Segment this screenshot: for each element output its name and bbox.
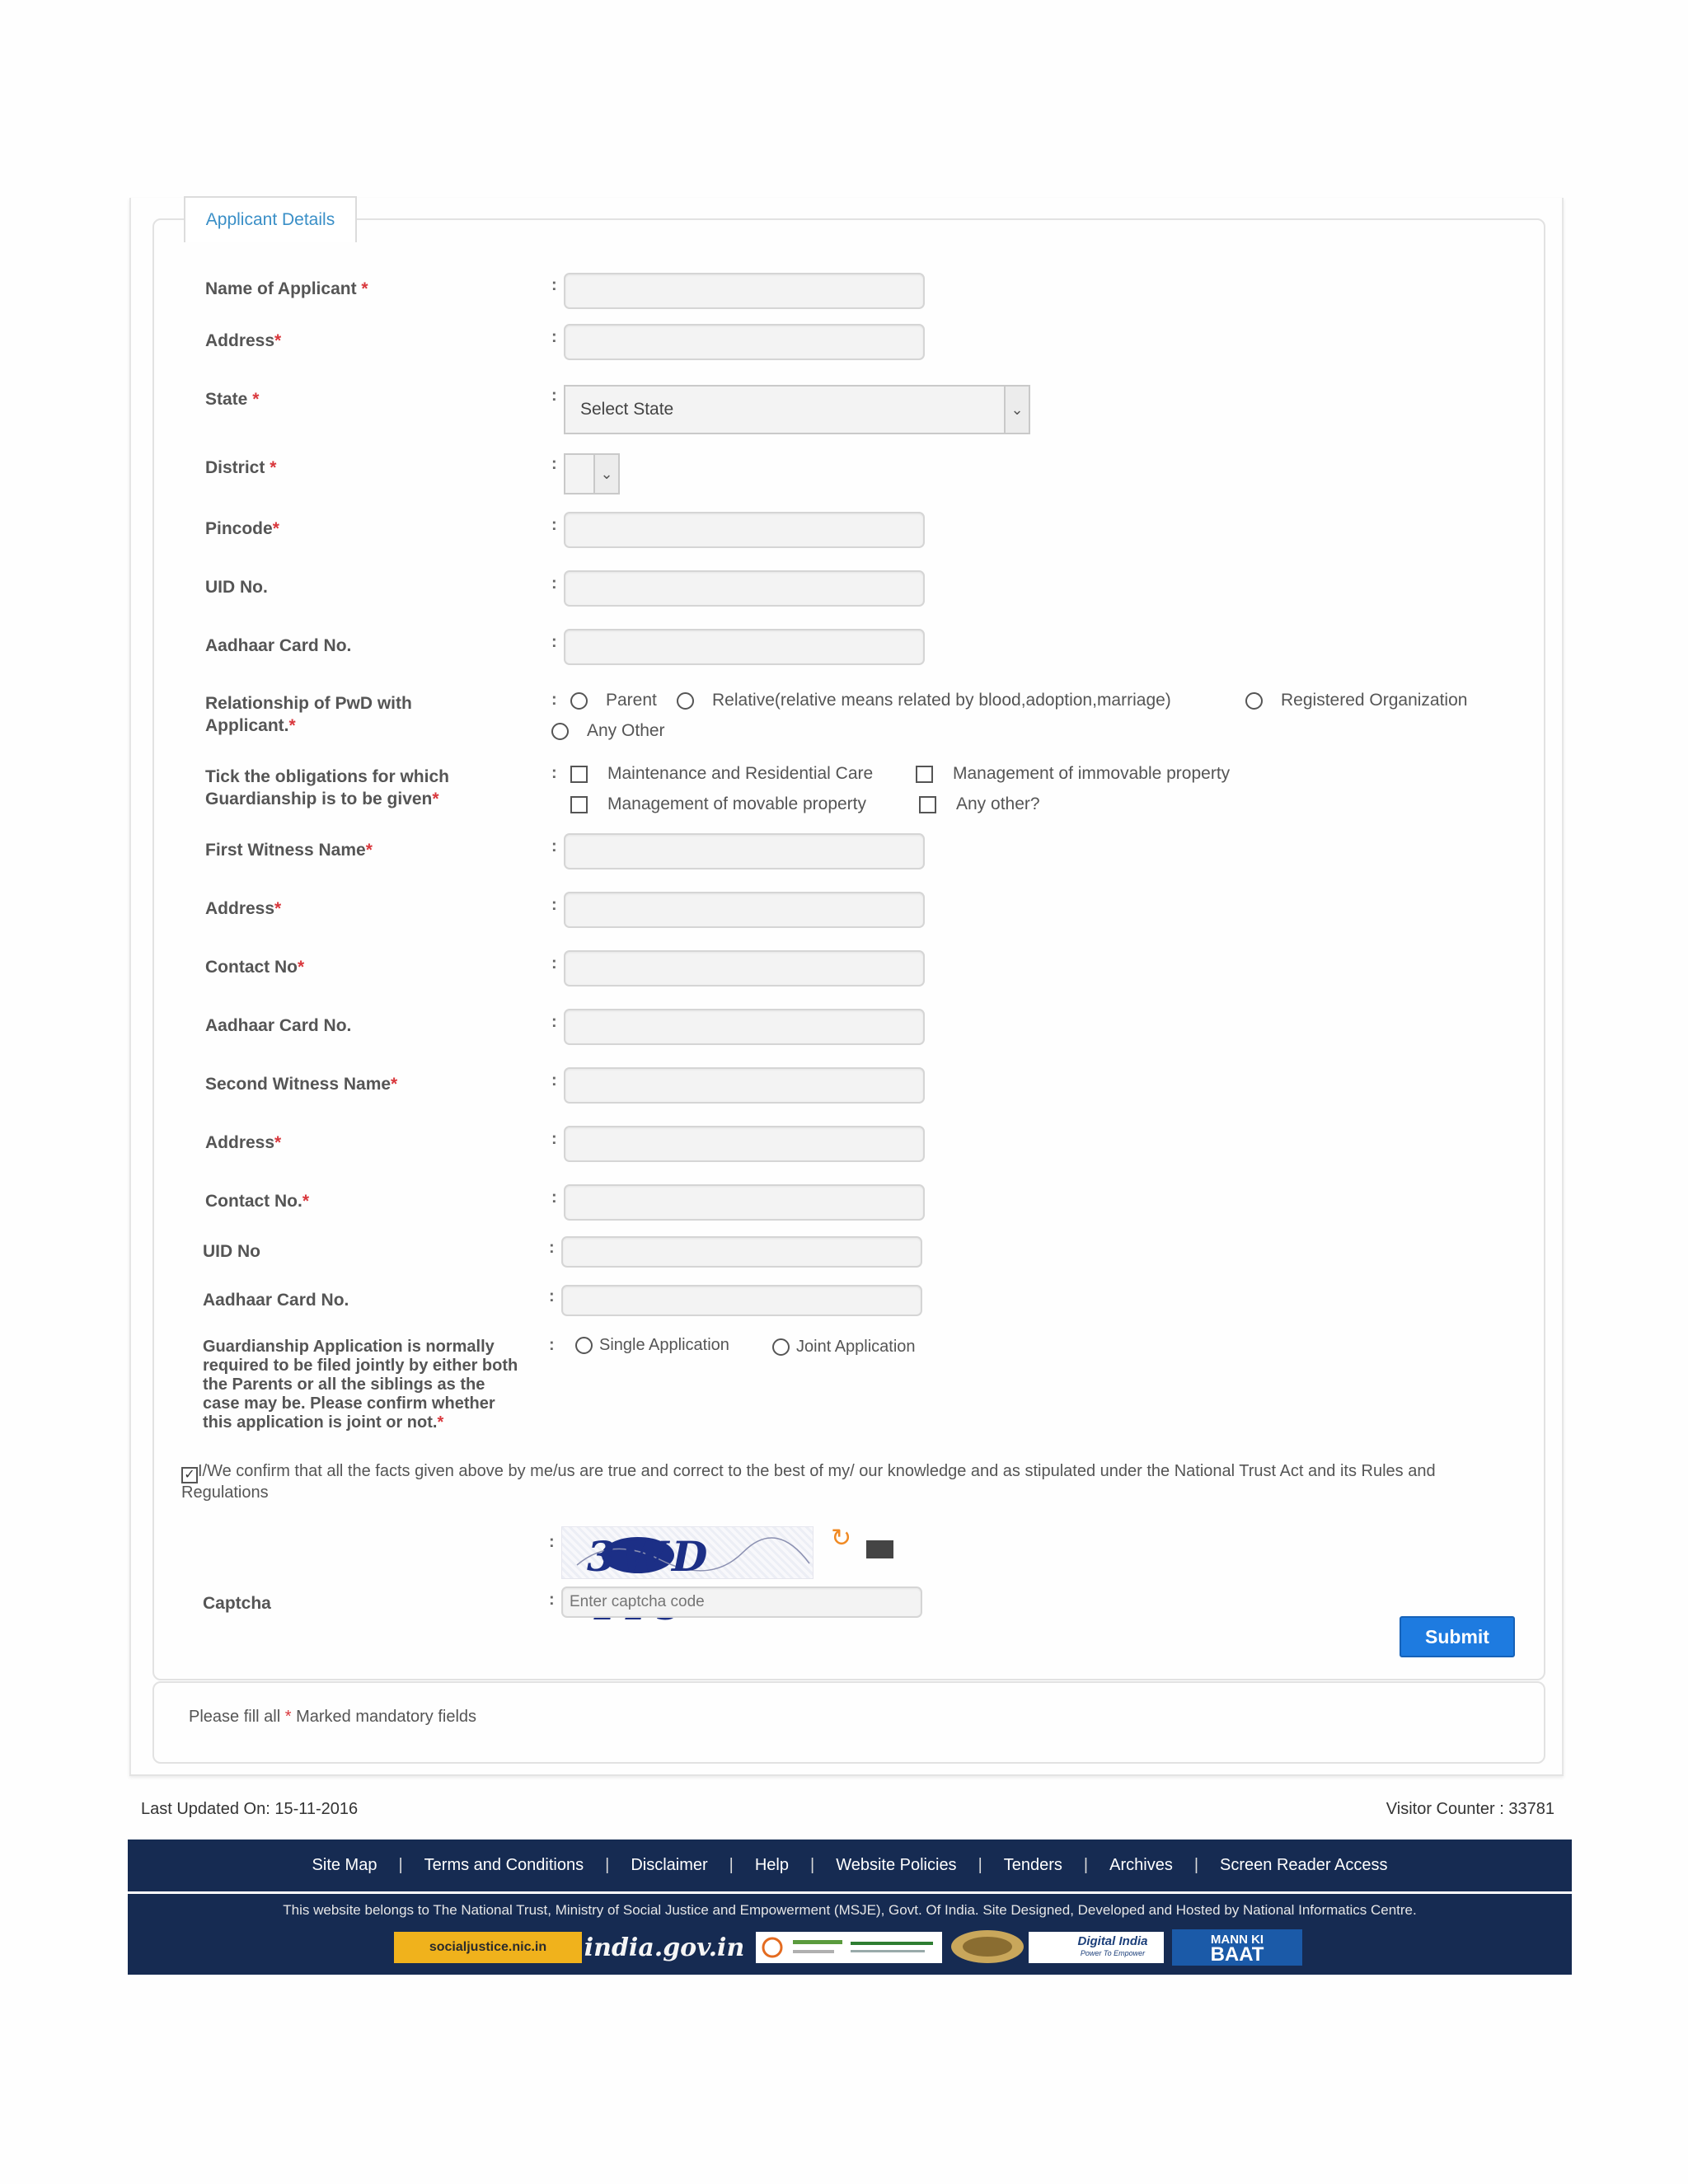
applicant-address-input[interactable] [564, 324, 925, 360]
field-label: UID No [203, 1242, 260, 1261]
radio-button[interactable] [1245, 692, 1263, 710]
footer-link-disclaimer[interactable]: Disclaimer [631, 1856, 708, 1874]
radio-button[interactable] [677, 692, 694, 710]
chevron-down-icon: ⌄ [593, 455, 618, 493]
second-witness-contact-input[interactable] [564, 1184, 925, 1221]
captcha-colon: : [549, 1533, 555, 1551]
radio-button[interactable] [570, 692, 588, 710]
accessible-india-logo[interactable] [756, 1932, 942, 1963]
field-label: Pincode* [205, 519, 279, 538]
aadhaar-input[interactable] [564, 629, 925, 665]
field-label: Address* [205, 899, 282, 918]
applicant-name-input[interactable] [564, 273, 925, 309]
footer-link-archives[interactable]: Archives [1109, 1856, 1173, 1874]
field-label: State * [205, 390, 260, 409]
radio-button[interactable] [575, 1337, 593, 1354]
district-select[interactable] [564, 453, 620, 494]
declaration-text: I/We confirm that all the facts given above by me/us are true and correct to the best of my/ our knowledge and as stipulated under the National Trust Act and its Rules and Regulations [181, 1462, 1436, 1502]
mann-ki-baat-logo[interactable] [1172, 1929, 1302, 1966]
field-label: Relationship of PwD with Applicant.* [205, 694, 412, 735]
radio-parent[interactable]: Parent [570, 691, 657, 710]
footer-link-terms[interactable]: Terms and Conditions [424, 1856, 584, 1874]
radio-joint-application[interactable]: Joint Application [772, 1338, 916, 1357]
digital-india-text: Digital India [1077, 1934, 1148, 1948]
audio-captcha-icon[interactable] [866, 1540, 893, 1558]
checkbox-immovable-property[interactable]: Management of immovable property [916, 764, 1230, 784]
state-select[interactable] [564, 385, 1030, 434]
field-label: Contact No* [205, 958, 305, 977]
field-label: Name of Applicant * [205, 279, 368, 298]
separator: | [978, 1856, 982, 1874]
checkbox[interactable] [916, 766, 933, 783]
baat-text: BAAT [1210, 1943, 1264, 1966]
first-witness-name-input[interactable] [564, 833, 925, 869]
footer-bottom [128, 1894, 1572, 1975]
separator: | [1083, 1856, 1089, 1874]
field-label: Address* [205, 331, 282, 350]
mandatory-note: Please fill all * Marked mandatory fields [189, 1708, 477, 1726]
field-label: Aadhaar Card No. [205, 1016, 352, 1035]
checkbox[interactable] [570, 766, 588, 783]
footer-link-tenders[interactable]: Tenders [1003, 1856, 1062, 1874]
radio-any-other[interactable]: Any Other [551, 721, 665, 741]
separator: | [398, 1856, 403, 1874]
chevron-down-icon: ⌄ [1004, 387, 1029, 433]
visitor-counter: Visitor Counter : 33781 [1386, 1800, 1554, 1818]
footer-link-screen-reader[interactable]: Screen Reader Access [1220, 1856, 1388, 1874]
checkbox-any-other[interactable]: Any other? [919, 794, 1040, 814]
field-label: First Witness Name* [205, 841, 373, 860]
first-witness-contact-input[interactable] [564, 950, 925, 987]
radio-button[interactable] [551, 723, 569, 740]
captcha-text: 3WD [587, 1532, 713, 1581]
captcha-image [561, 1526, 814, 1579]
second-witness-aadhaar-input[interactable] [561, 1285, 922, 1316]
emblem-logo [948, 1929, 1027, 1966]
submit-button[interactable]: Submit [1400, 1616, 1515, 1657]
footer-link-help[interactable]: Help [754, 1856, 789, 1874]
field-label: Tick the obligations for which Guardianship is to be given* [205, 767, 449, 808]
radio-single-application[interactable]: Single Application [575, 1336, 729, 1355]
mann-ki-text: MANN KI [1210, 1933, 1264, 1947]
checkbox-movable-property[interactable]: Management of movable property [570, 794, 866, 814]
radio-registered-organization[interactable]: Registered Organization [1245, 691, 1467, 710]
separator: | [605, 1856, 610, 1874]
field-label: Address* [205, 1133, 282, 1152]
footer-link-website-policies[interactable]: Website Policies [836, 1856, 957, 1874]
second-witness-name-input[interactable] [564, 1067, 925, 1104]
refresh-captcha-icon[interactable]: ↻ [831, 1525, 852, 1552]
field-label: Guardianship Application is normally required to be filed jointly by either both the Parents or all the siblings as the case may be. Please confirm whether this application is joint or not.* [203, 1338, 518, 1432]
last-updated: Last Updated On: 15-11-2016 [141, 1800, 359, 1818]
socialjustice-logo[interactable]: socialjustice.nic.in [394, 1932, 582, 1963]
checkbox[interactable] [570, 796, 588, 813]
accessible-india-icon [756, 1932, 942, 1963]
separator: | [1193, 1856, 1199, 1874]
uid-input[interactable] [564, 570, 925, 607]
second-witness-address-input[interactable] [564, 1126, 925, 1162]
field-label: Aadhaar Card No. [205, 636, 352, 655]
checkbox-maintenance[interactable]: Maintenance and Residential Care [570, 764, 873, 784]
separator: | [810, 1856, 815, 1874]
second-witness-uid-input[interactable] [561, 1236, 922, 1268]
field-label: UID No. [205, 578, 268, 597]
separator: | [729, 1856, 734, 1874]
applicant-details-fieldset [152, 218, 1545, 1680]
radio-relative[interactable]: Relative(relative means related by blood,adoption,marriage) [677, 691, 1171, 710]
captcha-input[interactable] [561, 1586, 922, 1618]
field-label: Captcha [203, 1594, 271, 1613]
declaration [181, 1462, 1508, 1502]
digital-india-subtext: Power To Empower [1080, 1949, 1146, 1957]
fieldset-legend: Applicant Details [184, 196, 357, 242]
field-label: District * [205, 458, 277, 477]
checkbox[interactable] [919, 796, 936, 813]
emblem-icon [948, 1929, 1027, 1966]
declaration-checkbox[interactable]: ✓ [181, 1467, 198, 1483]
footer-nav [128, 1840, 1572, 1891]
field-label: Second Witness Name* [205, 1075, 398, 1094]
field-label: Contact No.* [205, 1192, 310, 1211]
radio-button[interactable] [772, 1338, 790, 1356]
footer-ownership: This website belongs to The National Trust, Ministry of Social Justice and Empowerment (MSJE), Govt. Of India. Site Designed, Developed and Hosted by National Informatics Centre. [283, 1902, 1417, 1918]
footer-link-site-map[interactable]: Site Map [312, 1856, 377, 1874]
first-witness-address-input[interactable] [564, 892, 925, 928]
pincode-input[interactable] [564, 512, 925, 548]
digital-india-logo[interactable] [1029, 1932, 1164, 1963]
field-label: Aadhaar Card No. [203, 1291, 349, 1310]
india-gov-logo[interactable]: india.gov.in [584, 1933, 745, 1962]
state-select-value: Select State [580, 400, 674, 419]
first-witness-aadhaar-input[interactable] [564, 1009, 925, 1045]
